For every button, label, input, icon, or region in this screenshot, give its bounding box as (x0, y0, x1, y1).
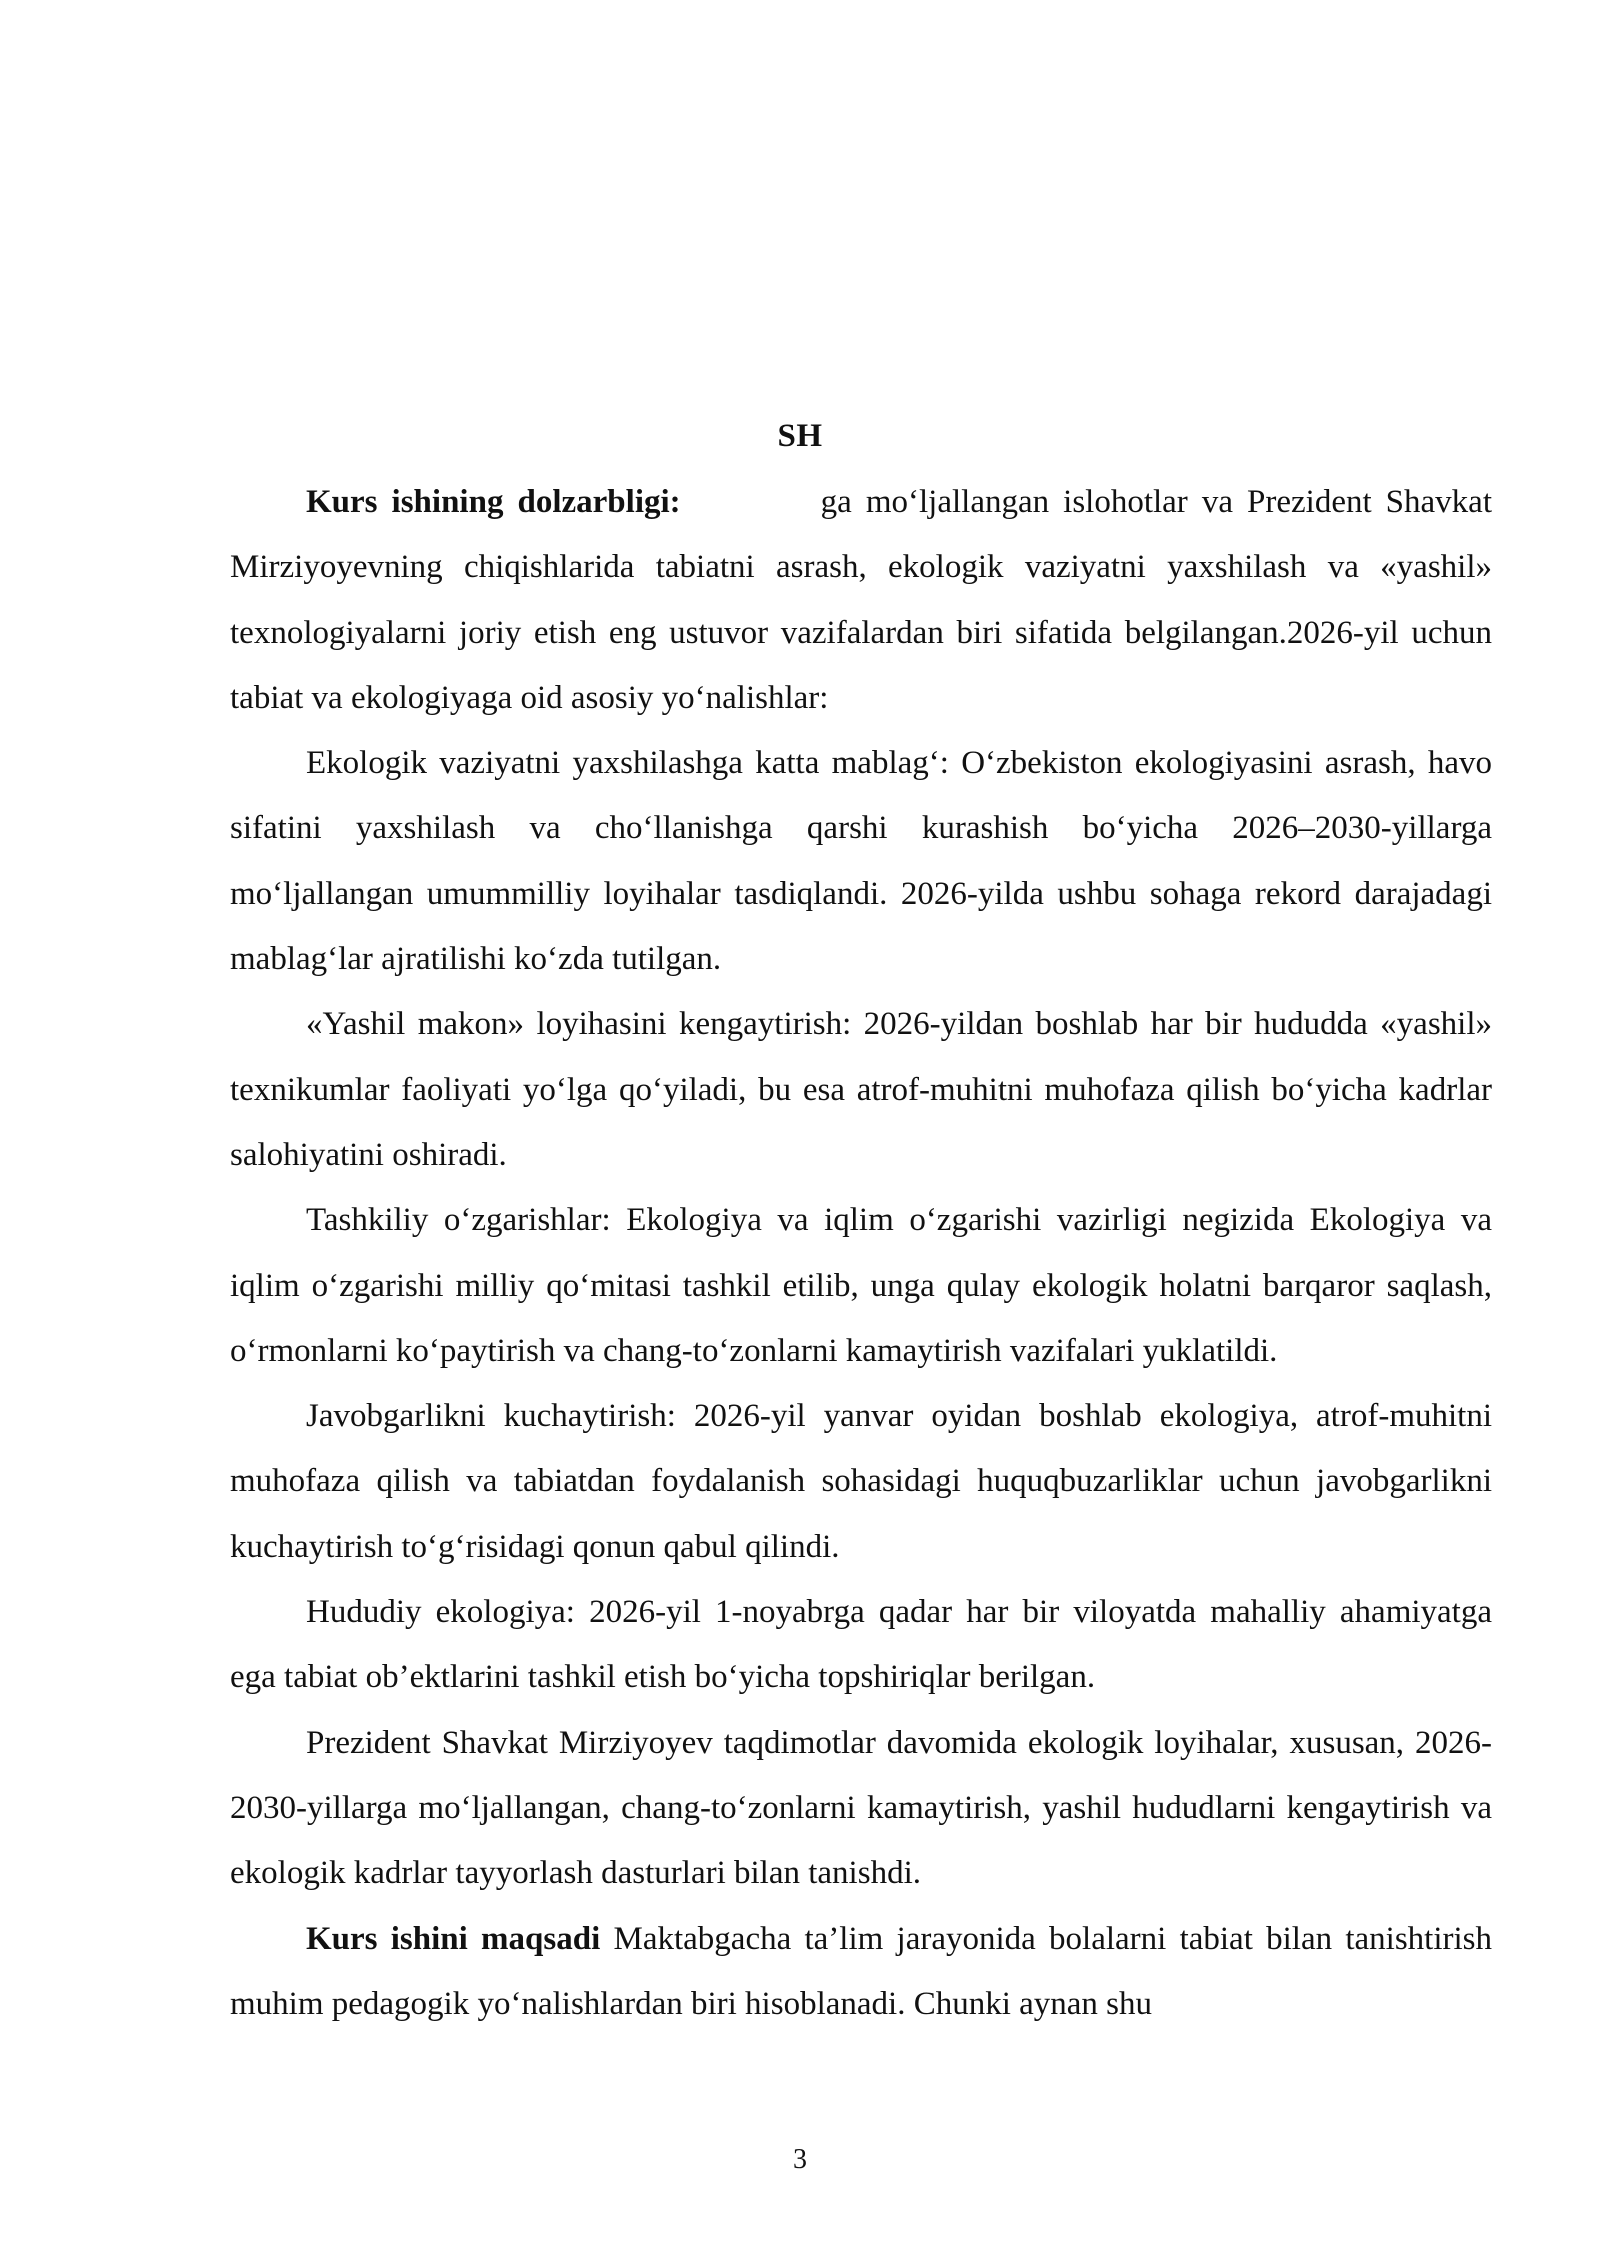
paragraph-text: ga mo‘ljallangan islohotlar va Prezident Shavkat Mirziyoyevning chiqishlarida tabiatni asrash, ekologik vaziyatni yaxshilash va «yashil» texnologiyalarni joriy etish eng ustuvor vazifalardan biri sifatida belgilangan.2026-yil uchun tabiat va ekologiyaga oid asosiy yo‘nalishlar: (230, 484, 1492, 716)
paragraph-regional-ecology (230, 1580, 1492, 1711)
paragraph-relevance (230, 470, 1492, 731)
paragraph-text: Prezident Shavkat Mirziyoyev taqdimotlar davomida ekologik loyihalar, xususan, 2026-2030-yillarga mo‘ljallangan, chang-to‘zonlarni kamaytirish, yashil hududlarni kengaytirish va ekologik kadrlar tayyorlash dasturlari bilan tanishdi. (230, 1724, 1492, 1892)
paragraph-responsibility (230, 1384, 1492, 1580)
section-heading: SH (777, 418, 823, 454)
paragraph-organizational (230, 1188, 1492, 1384)
paragraph-text: Hududiy ekologiya: 2026-yil 1-noyabrga qadar har bir viloyatda mahalliy ahamiyatga ega tabiat ob’ektlarini tashkil etish bo‘yicha topshiriqlar berilgan. (230, 1594, 1492, 1696)
paragraph-text: Maktabgacha ta’lim jarayonida bolalarni tabiat bilan tanishtirish muhim pedagogik yo‘nalishlardan biri hisoblanadi. Chunki aynan shu (230, 1920, 1492, 2022)
paragraph-text: Javobgarlikni kuchaytirish: 2026-yil yanvar oyidan boshlab ekologiya, atrof-muhitni muhofaza qilish va tabiatdan foydalanish sohasidagi huquqbuzarliklar uchun javobgarlikni kuchaytirish to‘g‘risidagi qonun qabul qilindi. (230, 1398, 1492, 1565)
page-number: 3 (793, 2144, 807, 2175)
paragraph-text: Ekologik vaziyatni yaxshilashga katta mablag‘: O‘zbekiston ekologiyasini asrash, havo sifatini yaxshilash va cho‘llanishga qarshi kurashish bo‘yicha 2026–2030-yillarga mo‘ljallangan umummilliy loyihalar tasdiqlandi. 2026-yilda ushbu sohaga rekord darajadagi mablag‘lar ajratilishi ko‘zda tutilgan. (230, 745, 1492, 978)
paragraph-text: «Yashil makon» loyihasini kengaytirish: 2026-yildan boshlab har bir hududda «yashil» texnikumlar faoliyati yo‘lga qo‘yiladi, bu esa atrof-muhitni muhofaza qilish bo‘yicha kadrlar salohiyatini oshiradi. (230, 1006, 1492, 1173)
paragraph-yashil-makon (230, 992, 1492, 1188)
paragraph-funding (230, 731, 1492, 992)
bold-lead-relevance: Kurs ishining dolzarbligi: (306, 484, 681, 520)
bold-lead-purpose: Kurs ishini maqsadi (306, 1920, 601, 1957)
paragraph-text: Tashkiliy o‘zgarishlar: Ekologiya va iqlim o‘zgarishi vazirligi negizida Ekologiya va iqlim o‘zgarishi milliy qo‘mitasi tashkil etilib, unga qulay ekologik holatni barqaror saqlash, o‘rmonlarni ko‘paytirish va chang-to‘zonlarni kamaytirish vazifalari yuklatildi. (230, 1202, 1492, 1369)
paragraph-purpose (230, 1907, 1492, 2038)
paragraph-president (230, 1711, 1492, 1907)
body-text (230, 470, 1492, 2037)
